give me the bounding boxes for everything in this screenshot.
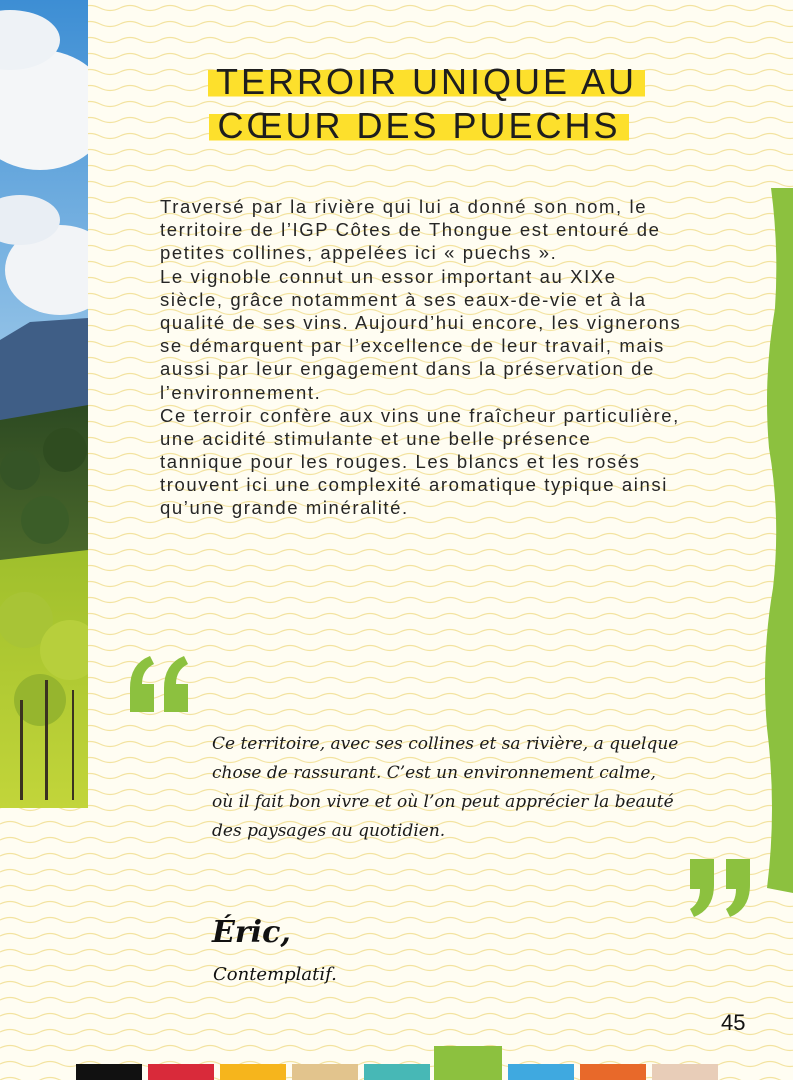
author-role: Contemplatif. [213,964,337,985]
body-line: territoire de l’IGP Côtes de Thongue est entouré de [160,219,661,241]
body-line: trouvent ici une complexité aromatique typique ainsi [160,474,668,496]
color-swatch [652,1064,718,1080]
title-line-1: TERROIR UNIQUE AU [208,62,645,102]
testimonial-quote [212,730,712,846]
body-line: qualité de ses vins. Aujourd’hui encore, les vignerons [160,311,682,333]
body-line: Le vignoble connut un essor important au XIXe [160,265,617,287]
body-line: Traversé par la rivière qui lui a donné son nom, le [160,196,648,217]
open-quote-icon [126,650,196,720]
page-title [0,62,793,146]
quote-line: Ce territoire, avec ses collines et sa rivière, a quelque [212,734,679,754]
color-swatch [148,1064,214,1080]
color-swatch [580,1064,646,1080]
quote-line: chose de rassurant. C’est un environnement calme, [212,763,656,783]
body-line: Ce terroir confère aux vins une fraîcheur particulière, [160,404,680,426]
body-line: une acidité stimulante et une belle présence [160,427,592,449]
close-quote-icon [686,855,756,925]
color-swatch [508,1064,574,1080]
body-line: aussi par leur engagement dans la préservation de [160,358,655,380]
body-line: se démarquent par l’excellence de leur travail, mais [160,335,665,357]
body-line: tannique pour les rouges. Les blancs et les rosés [160,451,641,473]
body-line: siècle, grâce notamment à ses eaux-de-vie et à la [160,288,647,310]
title-line-2: CŒUR DES PUECHS [209,106,628,146]
color-swatch-active [434,1046,502,1080]
color-swatch [220,1064,286,1080]
color-swatch [76,1064,142,1080]
page-number: 45 [721,1010,746,1035]
body-paragraph [160,195,793,520]
body-line: petites collines, appelées ici « puechs ». [160,242,558,264]
color-swatch-bar [76,1046,718,1080]
color-swatch [364,1064,430,1080]
body-line: qu’une grande minéralité. [160,497,409,519]
quote-line: où il fait bon vivre et où l’on peut apprécier la beauté [212,792,674,812]
body-line: l’environnement. [160,381,322,403]
color-swatch [292,1064,358,1080]
author-name: Éric, [212,915,291,950]
quote-line: des paysages au quotidien. [212,821,446,841]
